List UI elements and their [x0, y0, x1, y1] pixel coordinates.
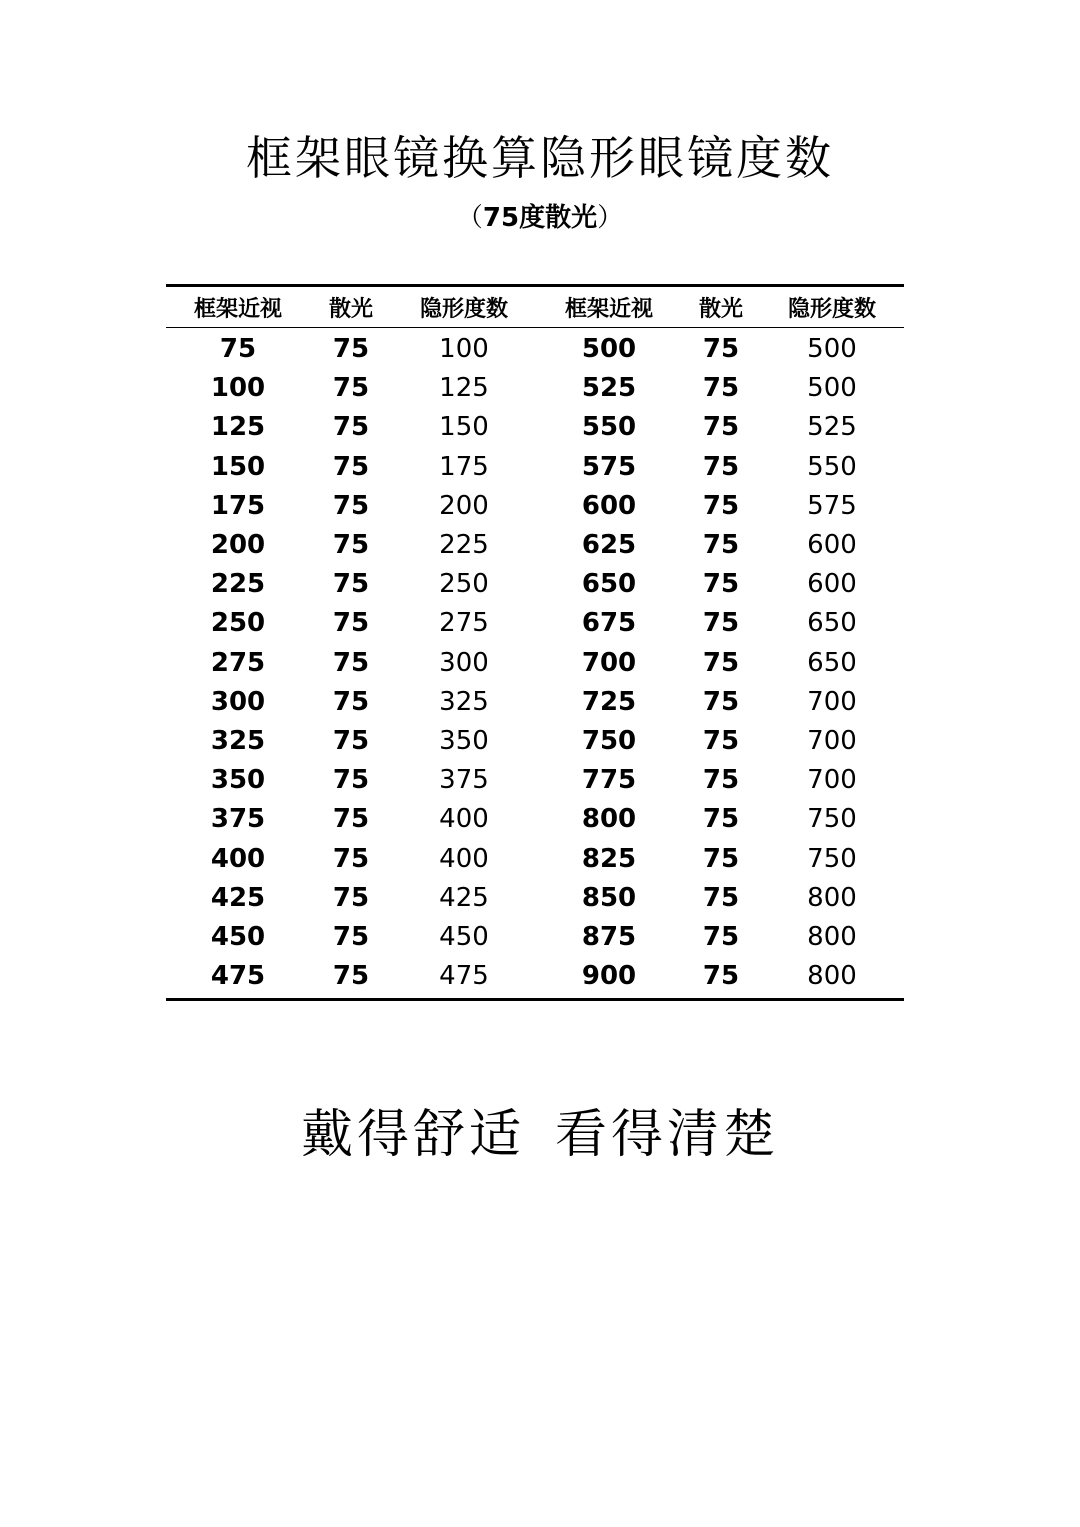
- table-cell: 75: [332, 725, 370, 756]
- table-cell: 350: [210, 765, 266, 796]
- table-cell: 75: [702, 804, 740, 835]
- table-cell: 225: [439, 530, 489, 561]
- table-row: [166, 526, 904, 565]
- conversion-table-container: [166, 284, 904, 1001]
- table-cell: 350: [439, 725, 489, 756]
- table-cell: 200: [439, 490, 489, 521]
- subtitle-text: 75度散光: [482, 203, 598, 233]
- table-cell: 600: [581, 490, 637, 521]
- table-cell: 525: [581, 373, 637, 404]
- table-cell: 75: [702, 530, 740, 561]
- table-cell: 75: [332, 921, 370, 952]
- table-cell: 75: [702, 490, 740, 521]
- table-row: [166, 487, 904, 526]
- table-cell: 850: [581, 882, 637, 913]
- table-cell: 75: [332, 608, 370, 639]
- table-cell: 325: [210, 725, 266, 756]
- table-cell: 800: [807, 921, 857, 952]
- table-row: [166, 565, 904, 604]
- conversion-table: [166, 287, 904, 998]
- table-cell: 425: [210, 882, 266, 913]
- table-cell: 575: [581, 451, 637, 482]
- header-frame-myopia-left: 框架近视: [166, 287, 310, 328]
- table-cell: 800: [581, 804, 637, 835]
- table-cell: 300: [210, 686, 266, 717]
- table-cell: 250: [439, 569, 489, 600]
- table-cell: 800: [807, 961, 857, 992]
- table-cell: 275: [210, 647, 266, 678]
- table-cell: 325: [439, 686, 489, 717]
- table-cell: 625: [581, 530, 637, 561]
- subtitle: [0, 198, 1080, 238]
- table-cell: 725: [581, 686, 637, 717]
- table-cell: 650: [581, 569, 637, 600]
- table-row: [166, 761, 904, 800]
- table-cell: 125: [210, 412, 266, 443]
- table-cell: 600: [807, 530, 857, 561]
- slogan-part2: 看得清楚: [555, 1105, 780, 1165]
- table-row: [166, 604, 904, 643]
- table-cell: 75: [702, 451, 740, 482]
- table-cell: 75: [702, 843, 740, 874]
- table-cell: 200: [210, 530, 266, 561]
- subtitle-close-paren: ）: [597, 203, 624, 233]
- table-cell: 250: [210, 608, 266, 639]
- table-cell: 75: [702, 882, 740, 913]
- table-cell: 100: [439, 334, 489, 365]
- table-cell: 775: [581, 765, 637, 796]
- page-title: 框架眼镜换算隐形眼镜度数: [246, 131, 834, 185]
- table-cell: 75: [332, 412, 370, 443]
- table-cell: 75: [332, 686, 370, 717]
- table-cell: 75: [332, 765, 370, 796]
- table-cell: 75: [332, 569, 370, 600]
- table-cell: 400: [210, 843, 266, 874]
- table-cell: 675: [581, 608, 637, 639]
- table-cell: 275: [439, 608, 489, 639]
- table-cell: 750: [807, 843, 857, 874]
- table-cell: 75: [332, 451, 370, 482]
- table-cell: 575: [807, 490, 857, 521]
- table-cell: 75: [332, 373, 370, 404]
- table-cell: 450: [439, 921, 489, 952]
- table-cell: 150: [439, 412, 489, 443]
- table-cell: 75: [702, 334, 740, 365]
- table-cell: 75: [702, 412, 740, 443]
- table-cell: 175: [210, 490, 266, 521]
- table-row: [166, 369, 904, 408]
- table-cell: 125: [439, 373, 489, 404]
- table-cell: 600: [807, 569, 857, 600]
- table-cell: 425: [439, 882, 489, 913]
- table-cell: 700: [807, 725, 857, 756]
- table-cell: 375: [439, 765, 489, 796]
- table-cell: 400: [439, 804, 489, 835]
- table-cell: 75: [702, 725, 740, 756]
- table-cell: 500: [807, 373, 857, 404]
- table-cell: 700: [807, 765, 857, 796]
- subtitle-open-paren: （: [456, 203, 483, 233]
- table-row: [166, 879, 904, 918]
- header-astigmatism-left: 散光: [310, 287, 392, 328]
- table-cell: 75: [702, 373, 740, 404]
- table-cell: 550: [807, 451, 857, 482]
- table-cell: 400: [439, 843, 489, 874]
- table-cell: 225: [210, 569, 266, 600]
- table-cell: 75: [332, 961, 370, 992]
- table-cell: 75: [332, 647, 370, 678]
- table-cell: 750: [807, 804, 857, 835]
- table-cell: 75: [702, 765, 740, 796]
- table-row: [166, 957, 904, 998]
- table-cell: 100: [210, 373, 266, 404]
- table-row: [166, 408, 904, 447]
- table-cell: 75: [332, 334, 370, 365]
- header-contact-power-left: 隐形度数: [392, 287, 536, 328]
- header-frame-myopia-right: 框架近视: [536, 287, 682, 328]
- table-cell: 475: [439, 961, 489, 992]
- table-cell: 525: [807, 412, 857, 443]
- table-cell: 175: [439, 451, 489, 482]
- table-cell: 550: [581, 412, 637, 443]
- table-cell: 75: [702, 961, 740, 992]
- slogan: [0, 1100, 1080, 1170]
- table-row: [166, 918, 904, 957]
- table-cell: 75: [219, 334, 257, 365]
- table-row: [166, 839, 904, 878]
- header-astigmatism-right: 散光: [682, 287, 760, 328]
- table-cell: 475: [210, 961, 266, 992]
- table-cell: 75: [702, 608, 740, 639]
- table-row: [166, 644, 904, 683]
- table-cell: 900: [581, 961, 637, 992]
- table-cell: 500: [807, 334, 857, 365]
- table-cell: 800: [807, 882, 857, 913]
- table-cell: 650: [807, 647, 857, 678]
- table-cell: 75: [332, 843, 370, 874]
- table-row: [166, 448, 904, 487]
- table-cell: 75: [702, 569, 740, 600]
- table-cell: 750: [581, 725, 637, 756]
- table-cell: 700: [581, 647, 637, 678]
- table-cell: 75: [702, 686, 740, 717]
- table-cell: 75: [332, 490, 370, 521]
- table-cell: 500: [581, 334, 637, 365]
- table-cell: 375: [210, 804, 266, 835]
- table-cell: 75: [332, 530, 370, 561]
- table-row: [166, 800, 904, 839]
- table-cell: 875: [581, 921, 637, 952]
- table-row: [166, 683, 904, 722]
- header-contact-power-right: 隐形度数: [760, 287, 904, 328]
- table-cell: 75: [702, 921, 740, 952]
- slogan-part1: 戴得舒适: [300, 1105, 525, 1165]
- table-cell: 825: [581, 843, 637, 874]
- table-cell: 700: [807, 686, 857, 717]
- table-cell: 75: [332, 882, 370, 913]
- table-row: [166, 722, 904, 761]
- table-header-row: [166, 287, 904, 328]
- table-cell: 650: [807, 608, 857, 639]
- table-row: [166, 328, 904, 370]
- table-cell: 75: [332, 804, 370, 835]
- table-cell: 450: [210, 921, 266, 952]
- table-cell: 75: [702, 647, 740, 678]
- table-cell: 300: [439, 647, 489, 678]
- table-cell: 150: [210, 451, 266, 482]
- table-body: [166, 328, 904, 999]
